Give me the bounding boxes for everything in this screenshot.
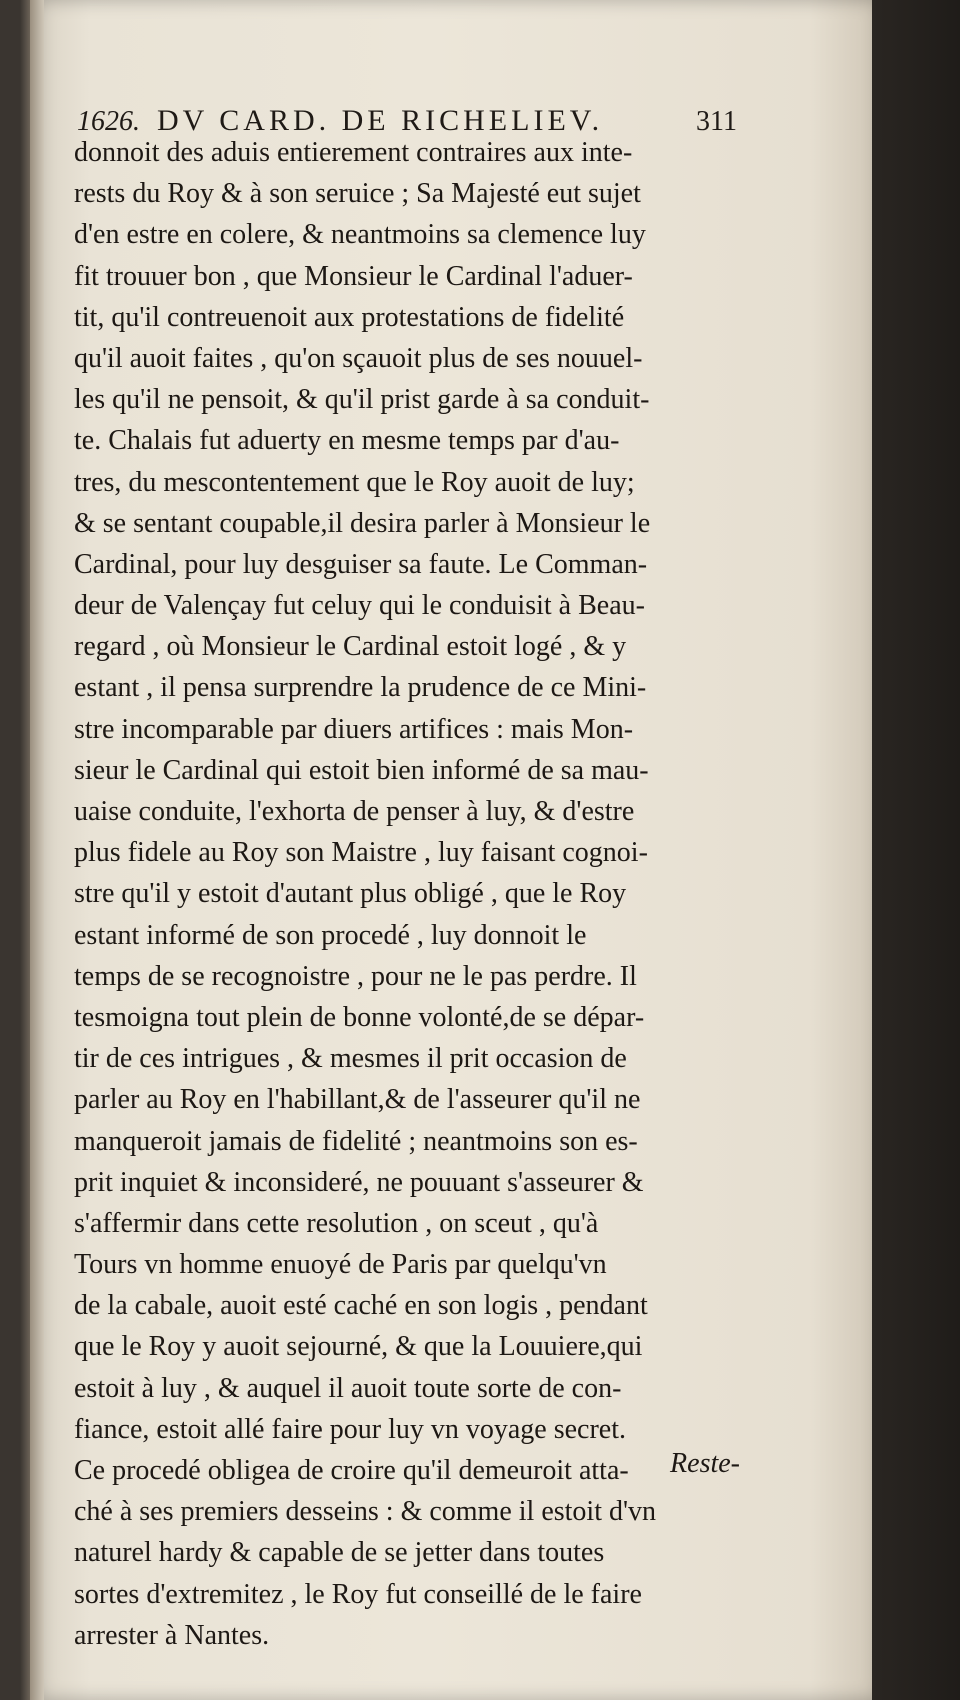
text-line: estoit à luy , & auquel il auoit toute sorte de con- (74, 1372, 622, 1404)
text-line: plus fidele au Roy son Maistre , luy faisant cognoi- (74, 837, 648, 869)
text-line: Tours vn homme enuoyé de Paris par quelqu'vn (74, 1249, 607, 1281)
text-line: parler au Roy en l'habillant,& de l'asseurer qu'il ne (74, 1084, 641, 1116)
text-line: regard , où Monsieur le Cardinal estoit logé , & y (74, 631, 627, 663)
page-number: 311 (696, 106, 737, 137)
text-line: Cardinal, pour luy desguiser sa faute. Le Comman- (74, 548, 648, 580)
text-line: de la cabale, auoit esté caché en son logis , pendant (74, 1290, 648, 1322)
text-line: tres, du mescontentement que le Roy auoit de luy; (74, 466, 635, 498)
text-line: arrester à Nantes. (74, 1619, 270, 1651)
page-paper (30, 0, 872, 1700)
text-line: tir de ces intrigues , & mesmes il prit occasion de (74, 1043, 627, 1075)
text-line: s'affermir dans cette resolution , on sceut , qu'à (74, 1207, 599, 1239)
page-gutter (30, 0, 44, 1700)
catchword: Reste- (670, 1448, 740, 1479)
text-line: temps de se recognoistre , pour ne le pas perdre. Il (74, 960, 637, 992)
text-line: estant , il pensa surprendre la prudence de ce Mini- (74, 672, 647, 704)
text-line: estant informé de son procedé , luy donnoit le (74, 919, 587, 951)
text-line: donnoit des aduis entierement contraires aux inte- (74, 137, 633, 168)
text-line: naturel hardy & capable de se jetter dans toutes (74, 1537, 605, 1569)
header-title: DV CARD. DE RICHELIEV. (157, 104, 604, 137)
text-line: sortes d'extremitez , le Roy fut conseillé de le faire (74, 1578, 642, 1610)
body-text (74, 132, 734, 1656)
text-line: te. Chalais fut aduerty en mesme temps par d'au- (74, 425, 620, 457)
text-line: fiance, estoit allé faire pour luy vn voyage secret. (74, 1413, 626, 1445)
text-line: manqueroit jamais de fidelité ; neantmoins son es- (74, 1125, 638, 1157)
text-line: fit trouuer bon , que Monsieur le Cardinal l'aduer- (74, 260, 633, 292)
text-line: d'en estre en colere, & neantmoins sa clemence luy (74, 219, 646, 251)
text-line: ché à ses premiers desseins : & comme il estoit d'vn (74, 1496, 657, 1528)
text-line: deur de Valençay fut celuy qui le conduisit à Beau- (74, 590, 645, 622)
text-line: prit inquiet & inconsideré, ne pouuant s'asseurer & (74, 1166, 644, 1198)
text-line: uaise conduite, l'exhorta de penser à luy, & d'estre (74, 796, 635, 827)
text-line: sieur le Cardinal qui estoit bien informé de sa mau- (74, 754, 649, 786)
text-line: les qu'il ne pensoit, & qu'il prist garde à sa conduit- (74, 384, 650, 416)
text-line: tesmoigna tout plein de bonne volonté,de se dépar- (74, 1001, 645, 1033)
text-line: rests du Roy & à son seruice ; Sa Majesté eut sujet (74, 178, 641, 210)
header-year: 1626. (77, 106, 140, 137)
text-line: que le Roy y auoit sejourné, & que la Louuiere,qui (74, 1331, 643, 1363)
text-line: & se sentant coupable,il desira parler à Monsieur le (74, 507, 651, 539)
text-line: stre qu'il y estoit d'autant plus obligé , que le Roy (74, 878, 627, 910)
text-line: stre incomparable par diuers artifices : mais Mon- (74, 713, 634, 745)
text-line: Ce procedé obligea de croire qu'il demeuroit atta- (74, 1455, 629, 1486)
text-line: tit, qu'il contreuenoit aux protestations de fidelité (74, 301, 625, 333)
text-line: qu'il auoit faites , qu'on sçauoit plus de ses nouuel- (74, 342, 643, 374)
